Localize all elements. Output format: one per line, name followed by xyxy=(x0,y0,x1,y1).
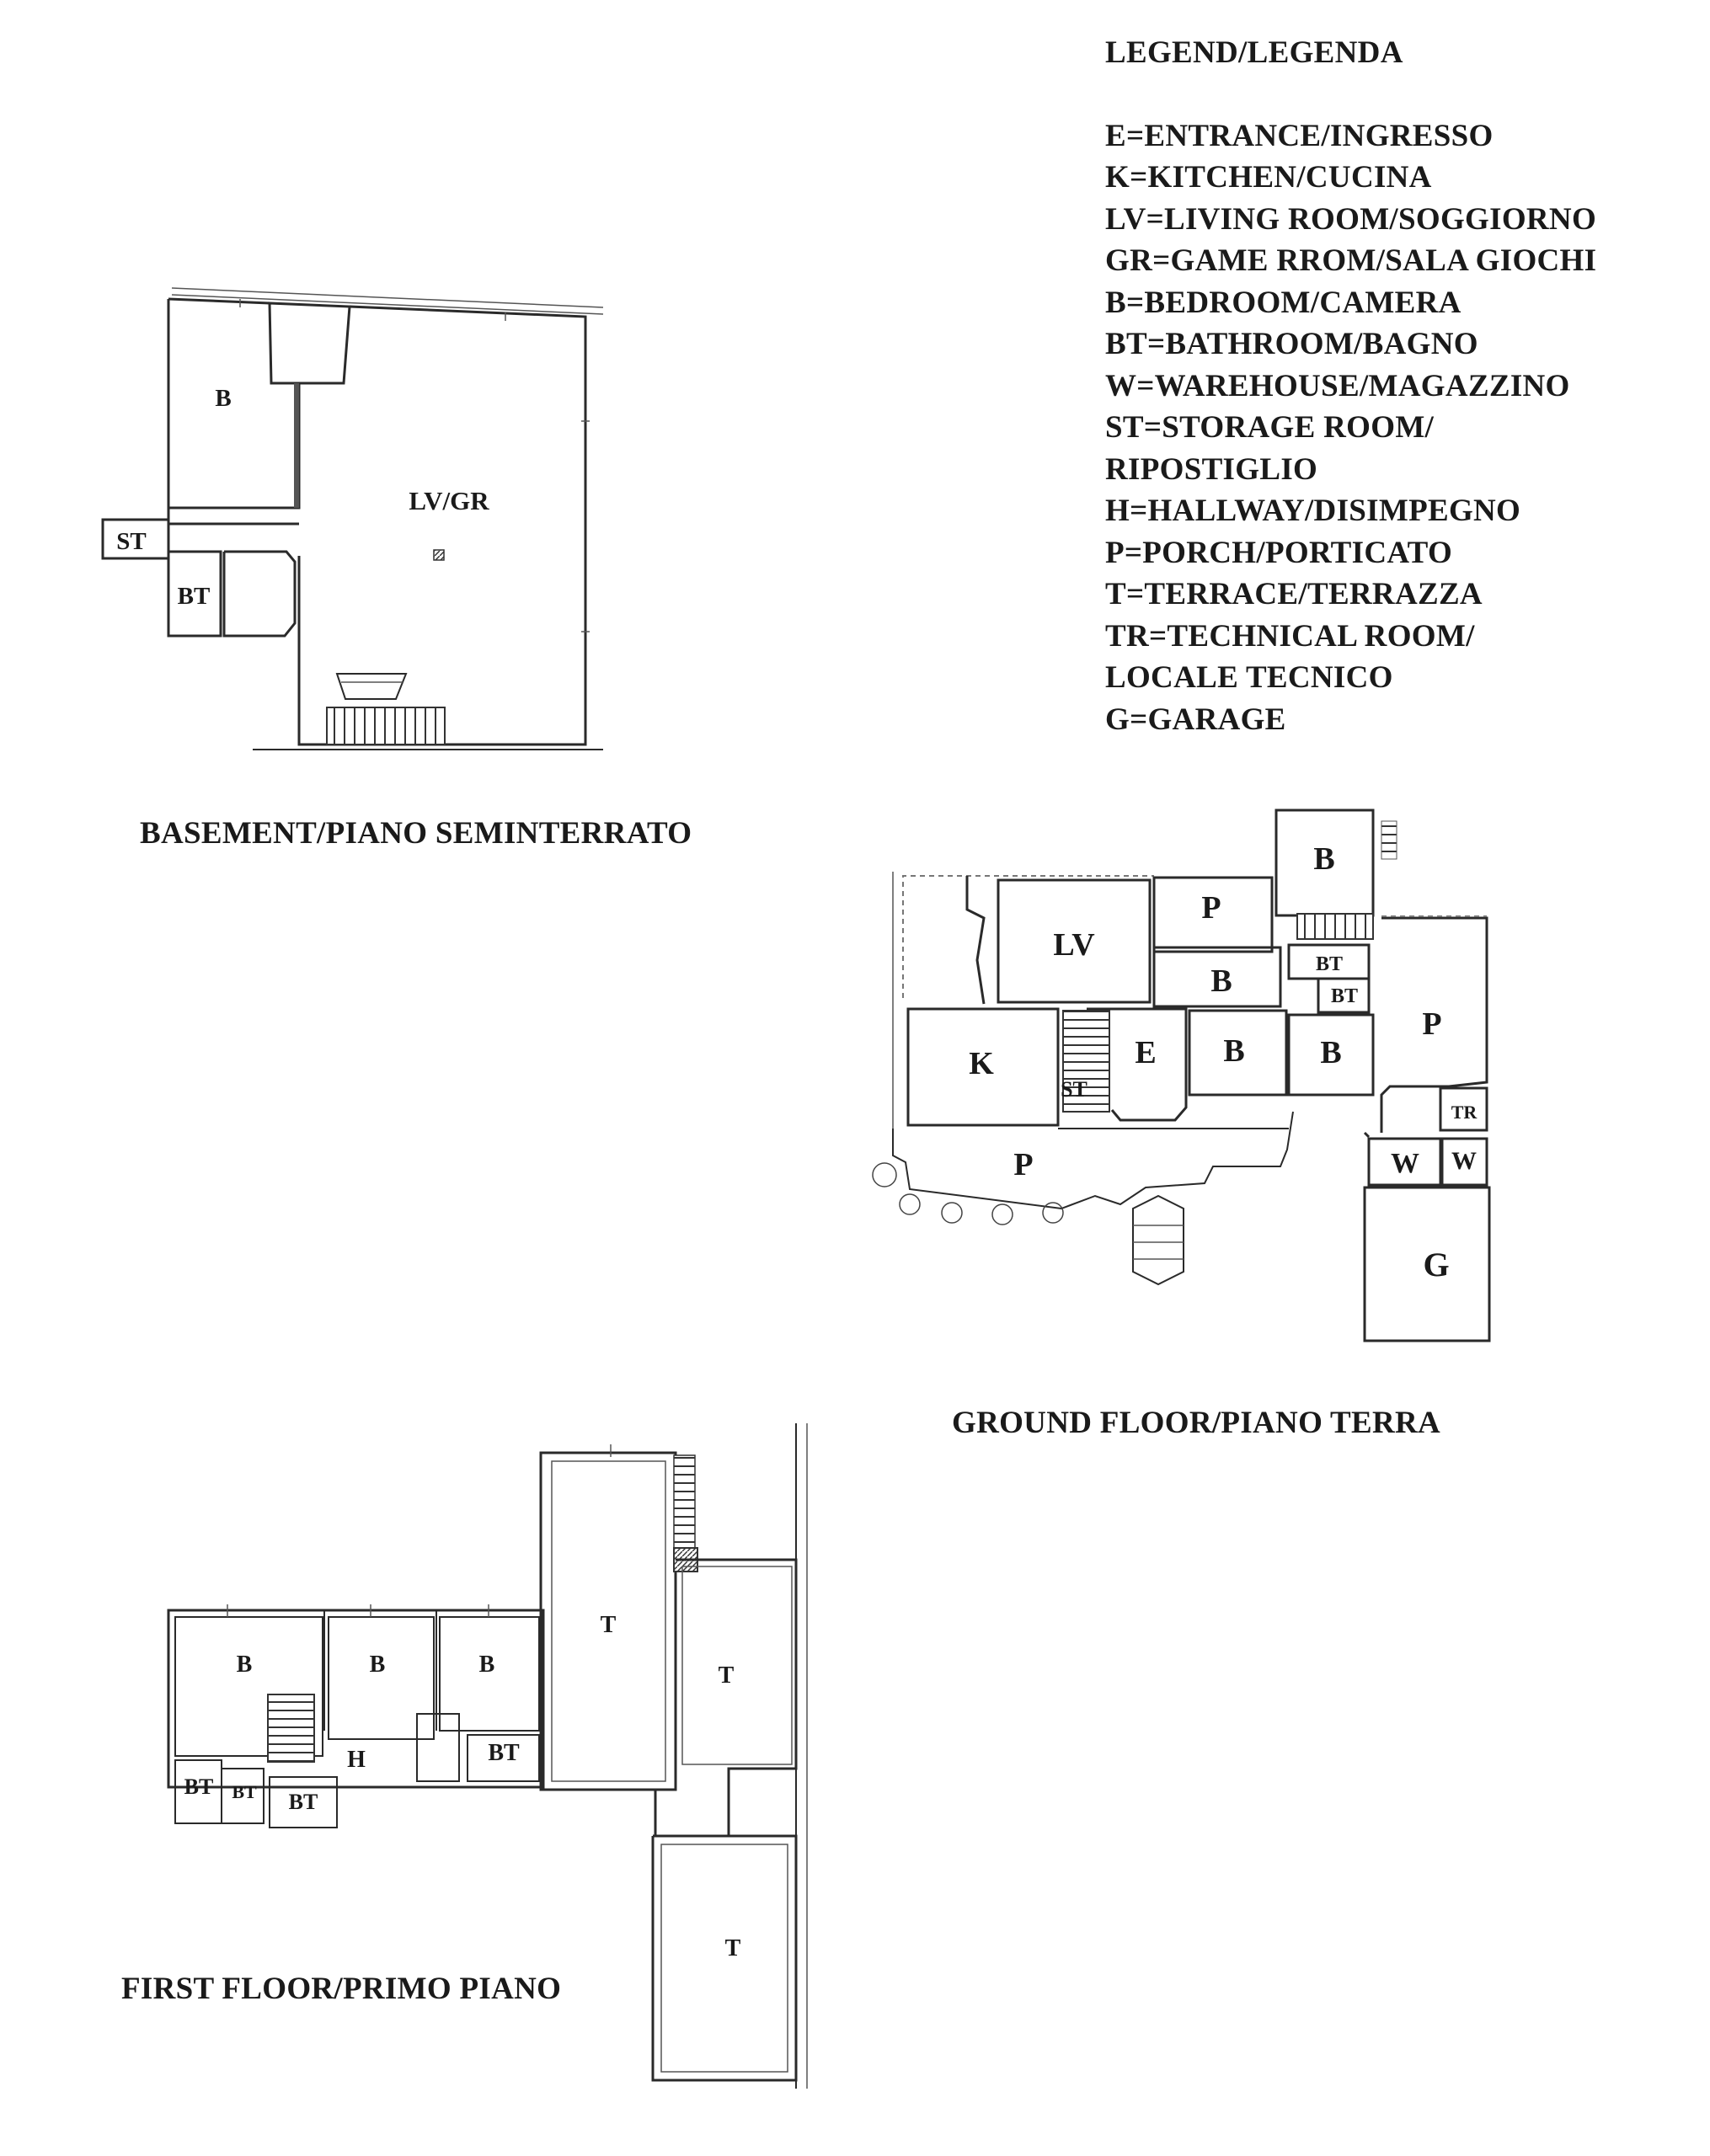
legend-title: LEGEND/LEGENDA xyxy=(1105,35,1403,70)
legend-item: TR=TECHNICAL ROOM/ xyxy=(1105,618,1475,654)
legend-item: LOCALE TECNICO xyxy=(1105,660,1393,695)
legend-item: W=WAREHOUSE/MAGAZZINO xyxy=(1105,368,1570,403)
first-floor-plan xyxy=(168,1423,807,2089)
room-label: B xyxy=(369,1652,386,1678)
room-label: BT xyxy=(288,1790,318,1814)
legend-item: LV=LIVING ROOM/SOGGIORNO xyxy=(1105,201,1597,237)
room-label: E xyxy=(1135,1035,1157,1070)
room-label: BT xyxy=(232,1781,257,1802)
room-label: T xyxy=(718,1662,735,1689)
room-label: W xyxy=(1451,1147,1477,1175)
room-label: P xyxy=(1013,1147,1034,1182)
room-label: B xyxy=(1210,963,1232,999)
legend-item: T=TERRACE/TERRAZZA xyxy=(1105,577,1483,611)
room-label: W xyxy=(1391,1148,1419,1179)
legend-item: ST=STORAGE ROOM/ xyxy=(1105,410,1435,445)
room-label: BT xyxy=(184,1774,214,1799)
legend-item: B=BEDROOM/CAMERA xyxy=(1105,285,1462,320)
ground-floor-plan xyxy=(873,810,1489,1341)
room-label: BT xyxy=(1330,985,1359,1007)
room-label: B xyxy=(1223,1033,1245,1069)
ground-floor-caption: GROUND FLOOR/PIANO TERRA xyxy=(952,1406,1441,1440)
legend-item: G=GARAGE xyxy=(1105,702,1286,737)
legend-item: P=PORCH/PORTICATO xyxy=(1105,535,1453,570)
room-label: B xyxy=(1320,1035,1342,1070)
room-label: ST xyxy=(116,528,147,555)
legend-item: BT=BATHROOM/BAGNO xyxy=(1105,327,1478,361)
room-label: B xyxy=(478,1652,495,1678)
room-label: T xyxy=(600,1612,617,1638)
room-label: P xyxy=(1201,890,1221,926)
room-label: BT xyxy=(1315,953,1344,975)
room-label: B xyxy=(215,385,232,412)
room-label: BT xyxy=(488,1740,520,1766)
first-floor-caption: FIRST FLOOR/PRIMO PIANO xyxy=(121,1972,562,2006)
legend-item: K=KITCHEN/CUCINA xyxy=(1105,160,1432,195)
legend-item: RIPOSTIGLIO xyxy=(1105,451,1318,487)
room-label: ST xyxy=(1061,1077,1087,1102)
room-label: B xyxy=(236,1652,253,1678)
room-label: TR xyxy=(1451,1102,1478,1123)
legend-item: GR=GAME RROM/SALA GIOCHI xyxy=(1105,243,1597,278)
room-label: G xyxy=(1423,1246,1450,1283)
room-label: K xyxy=(969,1046,994,1081)
legend-item: E=ENTRANCE/INGRESSO xyxy=(1105,118,1494,153)
basement-caption: BASEMENT/PIANO SEMINTERRATO xyxy=(140,816,692,851)
basement-plan xyxy=(103,288,603,750)
legend-item: H=HALLWAY/DISIMPEGNO xyxy=(1105,494,1521,528)
room-label: LV/GR xyxy=(409,486,489,515)
room-label: BT xyxy=(177,583,211,610)
room-label: P xyxy=(1422,1006,1442,1042)
room-label: T xyxy=(724,1935,741,1961)
room-label: LV xyxy=(1053,927,1095,963)
room-label: H xyxy=(347,1747,366,1773)
room-label: B xyxy=(1313,841,1335,877)
